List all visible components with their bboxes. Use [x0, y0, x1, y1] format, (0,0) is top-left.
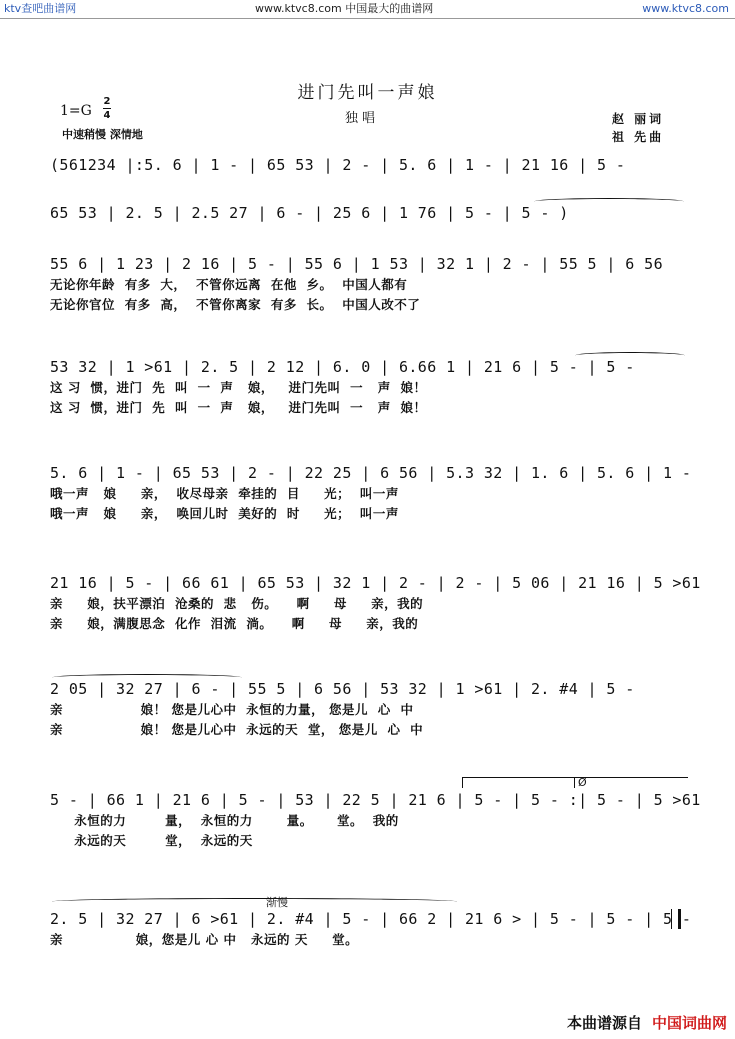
- notation-line: 5 - | 66 1 | 21 6 | 5 - | 53 | 22 5 | 21 6 | 5 - | 5 - :| 5 - | 5 >61: [50, 791, 701, 809]
- lyrics-verse-2: 这 习 惯，进门 先 叫 一 声 娘， 进门先叫 一 声 娘！: [50, 400, 427, 415]
- meter-top: 2: [103, 96, 111, 107]
- lyrics-verse-2: 哦一声 娘 亲， 唤回儿时 美好的 时 光； 叫一声: [50, 506, 399, 521]
- lyrics-verse-1: 无论你年龄 有多 大， 不管你远离 在他 乡。 中国人都有: [50, 277, 408, 292]
- site-url-center[interactable]: www.ktvc8.com 中国最大的曲谱网: [255, 2, 434, 15]
- notation-line: 55 6 | 1 23 | 2 16 | 5 - | 55 6 | 1 53 | 32 1 | 2 - | 55 5 | 6 56: [50, 255, 663, 273]
- notation-line: 53 32 | 1 >61 | 2. 5 | 2 12 | 6. 0 | 6.66 1 | 21 6 | 5 - | 5 -: [50, 358, 635, 376]
- song-title: 进门先叫一声娘: [297, 83, 438, 103]
- lyrics-verse-2: 无论你官位 有多 高， 不管你离家 有多 长。 中国人改不了: [50, 297, 421, 312]
- notation-line: 65 53 | 2. 5 | 2.5 27 | 6 - | 25 6 | 1 76 | 5 - | 5 - ): [50, 204, 569, 222]
- score-system-4: [50, 356, 685, 466]
- lyricist-credit: 赵 丽词: [612, 112, 665, 126]
- score-system-7: [50, 678, 685, 788]
- key-signature: 1=G: [60, 103, 92, 119]
- tempo-marking: 中速稍慢 深情地: [62, 128, 143, 141]
- score-system-3: [50, 253, 685, 363]
- lyrics-verse-2: 永远的天 堂， 永远的天: [50, 833, 253, 848]
- lyrics-verse-1: 亲 娘！ 您是儿心中 永恒的力量， 您是儿 心 中: [50, 702, 414, 717]
- time-signature: [103, 96, 111, 121]
- meter-bottom: 4: [103, 110, 111, 121]
- notation-line: 5. 6 | 1 - | 65 53 | 2 - | 22 25 | 6 56 | 5.3 32 | 1. 6 | 5. 6 | 1 -: [50, 464, 692, 482]
- lyrics-verse-1: 这 习 惯，进门 先 叫 一 声 娘， 进门先叫 一 声 娘！: [50, 380, 427, 395]
- notation-line: 21 16 | 5 - | 66 61 | 65 53 | 32 1 | 2 - | 2 - | 5 06 | 21 16 | 5 >61: [50, 574, 701, 592]
- notation-line: 2 05 | 32 27 | 6 - | 55 5 | 6 56 | 53 32 | 1 >61 | 2. #4 | 5 -: [50, 680, 635, 698]
- volta-second-ending: Ø: [574, 777, 688, 788]
- source-footer: [567, 1012, 727, 1033]
- ritardando-marking: 渐慢: [266, 896, 288, 909]
- lyrics-verse-2: 亲 娘！ 您是儿心中 永远的天 堂， 您是儿 心 中: [50, 722, 424, 737]
- volta-first-ending: [462, 777, 576, 788]
- header-divider: [0, 18, 735, 19]
- lyrics-verse-1: 亲 娘，您是儿 心 中 永远的 天 堂。: [50, 932, 359, 947]
- lyrics-verse-2: 亲 娘，满腹思念 化作 泪流 淌。 啊 母 亲，我的: [50, 616, 419, 631]
- final-barline: [671, 909, 681, 929]
- notation-line: (561234 |:5. 6 | 1 - | 65 53 | 2 - | 5. 6 | 1 - | 21 16 | 5 -: [50, 156, 626, 174]
- score-system-5: [50, 462, 692, 572]
- brand-link[interactable]: 中国词曲网: [651, 1014, 727, 1032]
- site-url-right[interactable]: www.ktvc8.com: [642, 2, 729, 15]
- meter-line: [103, 108, 111, 109]
- score-system-9: [50, 896, 692, 1018]
- score-system-8: [50, 776, 701, 899]
- lyrics-verse-1: 亲 娘，扶平漂泊 沧桑的 悲 伤。 啊 母 亲，我的: [50, 596, 424, 611]
- site-name-left[interactable]: ktv查吧曲谱网: [4, 2, 77, 15]
- lyrics-verse-1: 哦一声 娘 亲， 收尽母亲 牵挂的 目 光； 叫一声: [50, 486, 399, 501]
- tie-arc: [52, 898, 457, 905]
- performance-type: 独唱: [345, 111, 380, 126]
- composer-credit: 祖 先曲: [612, 130, 665, 144]
- notation-line: 2. 5 | 32 27 | 6 >61 | 2. #4 | 5 - | 66 2 | 21 6 > | 5 - | 5 - | 5 -: [50, 910, 692, 928]
- source-label: 本曲谱源自: [566, 1014, 642, 1032]
- lyrics-verse-1: 永恒的力 量， 永恒的力 量。 堂。 我的: [50, 813, 399, 828]
- score-system-6: [50, 572, 701, 682]
